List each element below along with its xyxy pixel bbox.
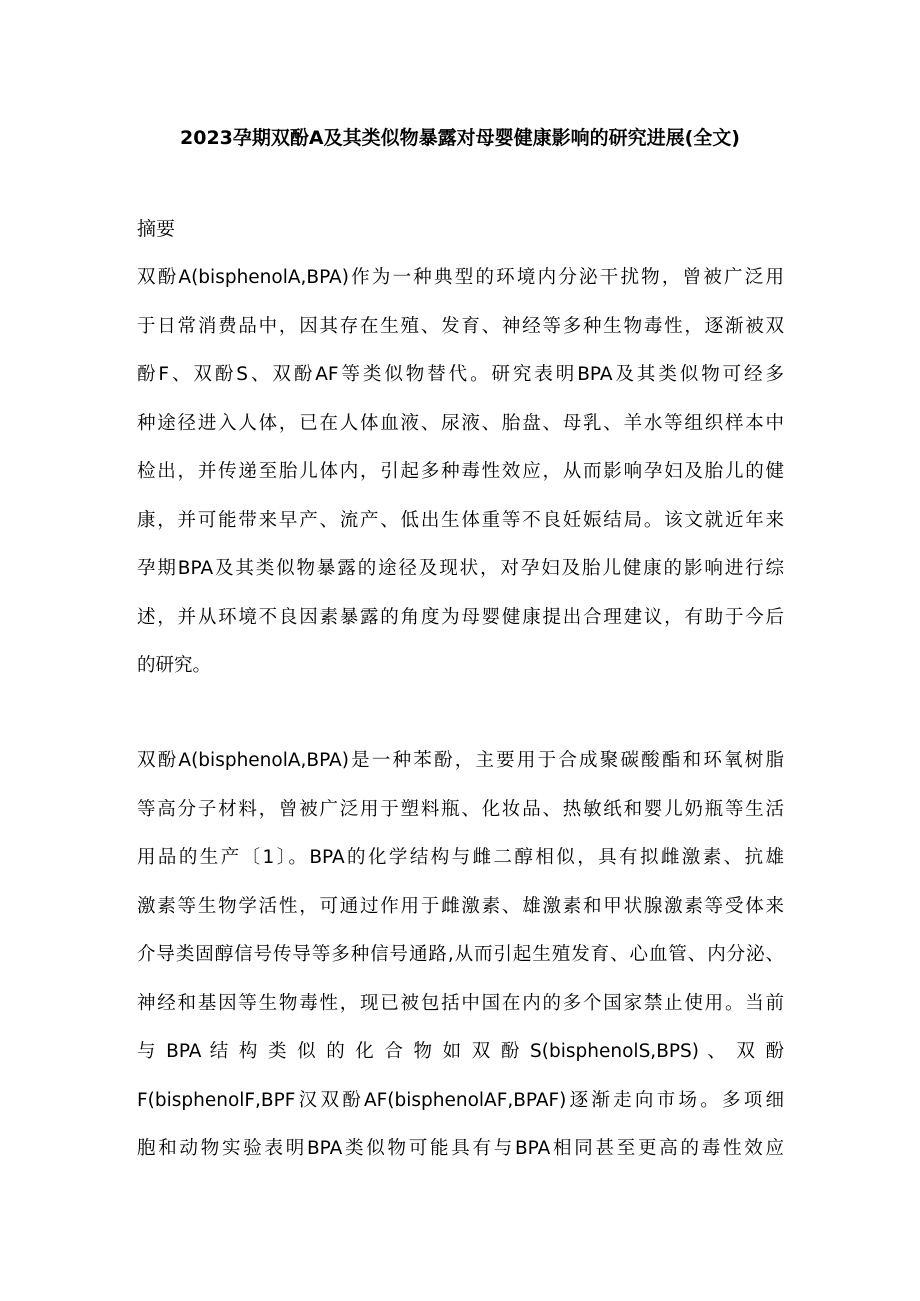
body-line: 等高分子材料，曾被广泛用于塑料瓶、化妆品、热敏纸和婴儿奶瓶等生活 <box>137 799 784 820</box>
body-line: 用品的生产〔1〕。BPA的化学结构与雌二醇相似，具有拟雌激素、抗雄 <box>137 847 784 868</box>
abstract-line: 检出，并传递至胎儿体内，引起多种毒性效应，从而影响孕妇及胎儿的健 <box>137 461 784 482</box>
abstract-line: 孕期BPA及其类似物暴露的途径及现状，对孕妇及胎儿健康的影响进行综 <box>137 558 784 579</box>
abstract-line: 双酚A(bisphenolA,BPA)作为一种典型的环境内分泌干扰物，曾被广泛用 <box>137 267 784 288</box>
document-title: 2023孕期双酚A及其类似物暴露对母婴健康影响的研究进展(全文) <box>180 127 740 149</box>
body-line: 神经和基因等生物毒性，现已被包括中国在内的多个国家禁止使用。当前 <box>137 993 784 1014</box>
abstract-heading: 摘要 <box>137 218 176 240</box>
body-line: 介导类固醇信号传导等多种信号通路,从而引起生殖发育、心血管、内分泌、 <box>137 944 784 965</box>
body-line: 胞和动物实验表明BPA类似物可能具有与BPA相同甚至更高的毒性效应 <box>137 1138 784 1159</box>
body-line: F(bisphenolF,BPF汉双酚AF(bisphenolAF,BPAF)逐渐走向市场。多项细 <box>137 1090 784 1111</box>
abstract-line: 述，并从环境不良因素暴露的角度为母婴健康提出合理建议，有助于今后 <box>137 607 784 628</box>
body-line: 双酚A(bisphenolA,BPA)是一种苯酚，主要用于合成聚碳酸酯和环氧树脂 <box>137 750 784 771</box>
abstract-line: 酚F、双酚S、双酚AF等类似物替代。研究表明BPA及其类似物可经多 <box>137 364 784 385</box>
abstract-line: 康，并可能带来早产、流产、低出生体重等不良妊娠结局。该文就近年来 <box>137 510 784 531</box>
abstract-line: 种途径进入人体，已在人体血液、尿液、胎盘、母乳、羊水等组织样本中 <box>137 413 784 434</box>
body-line: 与 BPA 结 构 类 似 的 化 合 物 如 双 酚 S(bisphenolS,BPS) 、 双 酚 <box>137 1041 784 1062</box>
abstract-line: 于日常消费品中，因其存在生殖、发育、神经等多种生物毒性，逐渐被双 <box>137 316 784 337</box>
body-line: 激素等生物学活性，可通过作用于雌激素、雄激素和甲状腺激素等受体来 <box>137 896 784 917</box>
abstract-line: 的研究。 <box>137 655 212 676</box>
